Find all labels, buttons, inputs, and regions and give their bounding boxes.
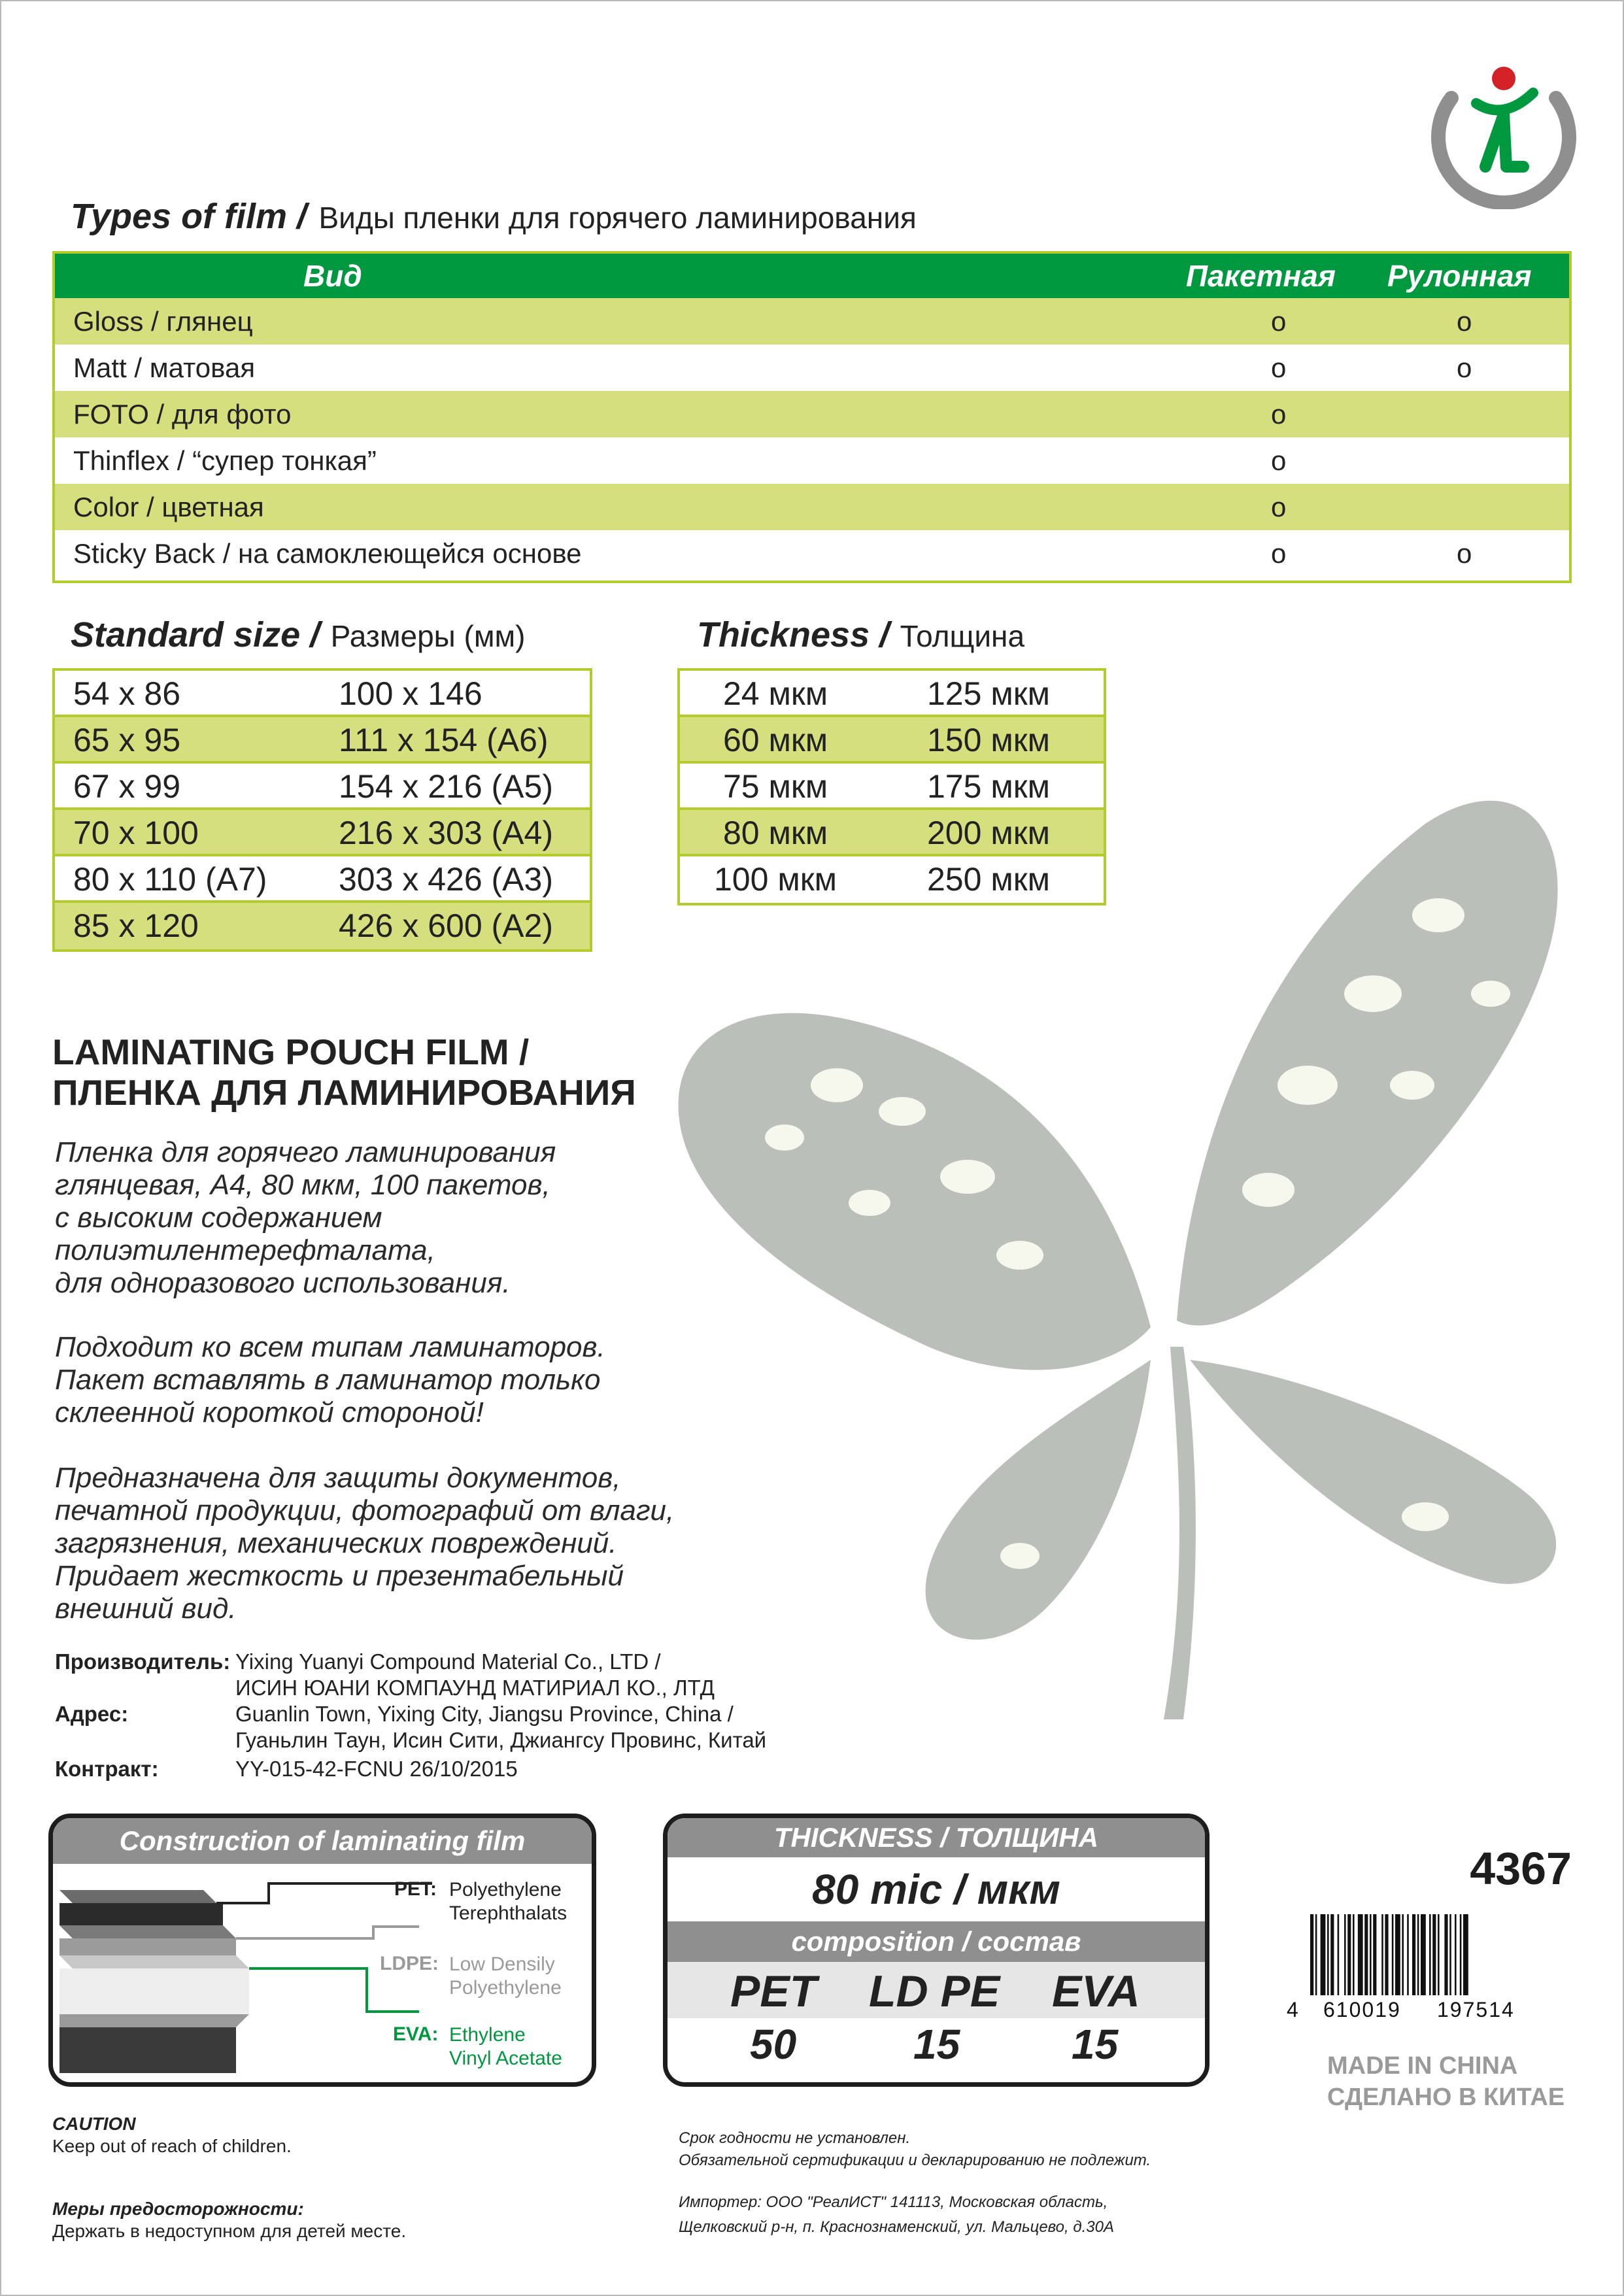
layer-code: EVA: — [393, 2023, 439, 2045]
material-value: 15 — [1072, 2021, 1119, 2068]
row-pack: o — [1271, 306, 1287, 337]
butterfly-watermark — [654, 785, 1602, 1765]
caution-text-en: Keep out of reach of children. — [52, 2136, 292, 2156]
desc-line: внешний вид. — [55, 1593, 237, 1625]
table-row — [55, 764, 590, 810]
description-para2 — [55, 1331, 605, 1429]
layer-desc — [449, 2023, 562, 2070]
barcode-bar — [1385, 1914, 1388, 1995]
spec-composition-title: composition / состав — [668, 1921, 1205, 1962]
row-roll: o — [1457, 352, 1472, 383]
layer-desc — [449, 1953, 562, 2000]
table-row — [55, 484, 1569, 530]
desc-line: печатной продукции, фотографий от влаги, — [55, 1494, 675, 1527]
thick-b: 125 мкм — [927, 675, 1050, 712]
product-title — [52, 1032, 636, 1113]
legal-block1 — [679, 2127, 1151, 2172]
ldpe-layer — [59, 1938, 236, 1955]
barcode-bar — [1429, 1914, 1431, 1995]
size-b: 426 x 600 (A2) — [339, 907, 553, 944]
barcode-bar — [1310, 1914, 1313, 1995]
legal-line: Срок годности не установлен. — [679, 2129, 911, 2147]
row-pack: o — [1271, 445, 1287, 476]
barcode-digit1: 4 — [1287, 1998, 1298, 2021]
eva-layer — [59, 1968, 249, 2014]
row-roll: o — [1457, 538, 1472, 569]
desc-line: глянцевая, А4, 80 мкм, 100 пакетов, — [55, 1169, 550, 1201]
spec-thickness-value: 80 mic / мкм — [812, 1866, 1060, 1913]
col-header-roll: Рулонная — [1387, 259, 1532, 293]
thick-a: 75 мкм — [723, 768, 828, 805]
sizes-heading — [71, 615, 525, 655]
barcode-bar — [1353, 1914, 1355, 1995]
barcode-bar — [1370, 1914, 1372, 1995]
construction-title: Construction of laminating film — [53, 1818, 592, 1864]
desc-line: Предназначена для защиты документов, — [55, 1462, 621, 1494]
layer-desc-line: Polyethylene — [449, 1977, 562, 1999]
table-row — [680, 671, 1104, 717]
barcode-bar — [1432, 1914, 1436, 1995]
table-row — [55, 671, 590, 717]
table-row — [55, 810, 590, 856]
origin-line1: MADE IN CHINA — [1327, 2052, 1518, 2080]
size-a: 67 x 99 — [73, 768, 181, 805]
size-a: 54 x 86 — [73, 675, 181, 712]
size-a: 85 x 120 — [73, 907, 199, 944]
barcode-bar — [1330, 1914, 1334, 1995]
spec-thickness-title: THICKNESS / ТОЛЩИНА — [668, 1818, 1205, 1857]
col-header-pack: Пакетная — [1186, 259, 1336, 293]
types-heading — [71, 196, 917, 237]
types-table — [52, 251, 1572, 583]
table-row — [55, 903, 590, 949]
barcode-bar — [1412, 1914, 1415, 1995]
desc-line: с высоким содержанием — [55, 1202, 382, 1234]
table-row — [680, 717, 1104, 764]
caution-en — [52, 2113, 292, 2157]
layer-desc-line: Vinyl Acetate — [449, 2048, 562, 2069]
desc-line: полиэтилентерефталата, — [55, 1234, 435, 1266]
article-number: 4367 — [1470, 1843, 1572, 1894]
label-maker: Производитель: — [55, 1649, 231, 1674]
values-row — [668, 2018, 1205, 2070]
size-a: 65 x 95 — [73, 722, 181, 758]
label-contract: Контракт: — [55, 1757, 159, 1781]
address-line2: Гуаньлин Таун, Исин Сити, Джиангсу Провинс, Китай — [235, 1728, 767, 1752]
barcode-bar — [1402, 1914, 1404, 1995]
types-title-bold: Types of film / — [71, 197, 307, 236]
label-address: Адрес: — [55, 1702, 129, 1726]
size-a: 70 x 100 — [73, 815, 199, 851]
thick-a: 60 мкм — [723, 722, 828, 758]
barcode-bar — [1321, 1914, 1326, 1995]
material-value: 15 — [913, 2021, 960, 2068]
thick-b: 250 мкм — [927, 861, 1050, 898]
row-name: Sticky Back / на самоклеющейся основе — [73, 538, 582, 569]
barcode-bar — [1463, 1914, 1468, 1995]
caution-ru — [52, 2198, 406, 2242]
barcode-bar — [1417, 1914, 1419, 1995]
size-b: 154 x 216 (A5) — [339, 768, 553, 805]
origin-line2: СДЕЛАНО В КИТАЕ — [1327, 2084, 1565, 2111]
size-b: 303 x 426 (A3) — [339, 861, 553, 898]
barcode-bar — [1381, 1914, 1383, 1995]
table-row — [680, 764, 1104, 810]
row-pack: o — [1271, 538, 1287, 569]
row-pack: o — [1271, 352, 1287, 383]
table-row — [55, 298, 1569, 345]
layer-desc-line: Low Densily — [449, 1953, 555, 1975]
layer-desc-line: Ethylene — [449, 2024, 526, 2046]
size-b: 111 x 154 (A6) — [339, 722, 549, 758]
table-row — [55, 345, 1569, 391]
material-name: PET — [730, 1967, 817, 2016]
barcode-digits3: 197514 — [1437, 1998, 1515, 2021]
layer-code: PET: — [394, 1878, 437, 1900]
barcode-bar — [1455, 1914, 1457, 1995]
caution-title-en: CAUTION — [52, 2114, 136, 2134]
thick-a: 80 мкм — [723, 815, 828, 851]
sizes-table — [52, 668, 592, 952]
barcode-bar — [1364, 1914, 1368, 1995]
types-title-rest: Виды пленки для горячего ламинирования — [318, 201, 917, 235]
barcode-bar — [1338, 1914, 1340, 1995]
barcode-bar — [1407, 1914, 1409, 1995]
thickness-title-bold: Thickness / — [697, 615, 890, 654]
barcode-bar — [1449, 1914, 1451, 1995]
thickness-table — [677, 668, 1106, 905]
sizes-title-bold: Standard size / — [71, 615, 320, 654]
brand-logo — [1425, 52, 1582, 209]
row-roll: o — [1457, 306, 1472, 337]
desc-line: загрязнения, механических повреждений. — [55, 1527, 617, 1559]
row-name: Color / цветная — [73, 492, 264, 522]
row-pack: o — [1271, 399, 1287, 430]
product-title-line1: LAMINATING POUCH FILM / — [52, 1032, 530, 1072]
spec-box — [663, 1814, 1210, 2087]
construction-box — [48, 1814, 596, 2087]
maker-line1: Yixing Yuanyi Compound Material Co., LTD / — [235, 1649, 661, 1674]
barcode-bar — [1347, 1914, 1351, 1995]
barcode-bar — [1421, 1914, 1426, 1995]
material-name: LD PE — [869, 1967, 1000, 2016]
description-para3 — [55, 1462, 674, 1625]
barcode-bar — [1460, 1914, 1462, 1995]
address-line1: Guanlin Town, Yixing City, Jiangsu Province, China / — [235, 1702, 734, 1726]
row-name: Thinflex / “супер тонкая” — [73, 445, 377, 476]
desc-line: Подходит ко всем типам ламинаторов. — [55, 1331, 605, 1363]
barcode-bar — [1344, 1914, 1346, 1995]
thick-a: 100 мкм — [714, 861, 837, 898]
desc-line: Пленка для горячего ламинирования — [55, 1136, 556, 1168]
table-row — [55, 530, 1569, 577]
description-para1 — [55, 1136, 556, 1300]
thick-b: 200 мкм — [927, 815, 1050, 851]
col-header-type: Вид — [303, 259, 362, 293]
desc-line: Придает жесткость и презентабельный — [55, 1560, 624, 1592]
table-row — [55, 717, 590, 764]
thick-a: 24 мкм — [723, 675, 828, 712]
table-row — [55, 437, 1569, 484]
layer-desc-line: Polyethylene — [449, 1879, 562, 1900]
layer-desc — [449, 1878, 567, 1925]
table-row — [680, 810, 1104, 856]
barcode-digits2: 610019 — [1323, 1998, 1401, 2021]
barcode — [1308, 1914, 1543, 2006]
row-pack: o — [1271, 492, 1287, 522]
sizes-title-rest: Размеры (мм) — [330, 619, 526, 653]
maker-line2: ИСИН ЮАНИ КОМПАУНД МАТИРИАЛ КО., ЛТД — [235, 1676, 715, 1700]
row-name: FOTO / для фото — [73, 399, 292, 430]
barcode-bar — [1395, 1914, 1400, 1995]
desc-line: склеенной короткой стороной! — [55, 1396, 484, 1428]
layer-desc-line: Terephthalats — [449, 1902, 567, 1924]
table-row — [55, 856, 590, 903]
barcode-bar — [1315, 1914, 1317, 1995]
thickness-heading — [697, 615, 1024, 655]
row-name: Gloss / глянец — [73, 306, 253, 337]
thick-b: 150 мкм — [927, 722, 1050, 758]
material-value: 50 — [750, 2021, 797, 2068]
size-a: 80 x 110 (A7) — [73, 861, 267, 898]
row-name: Matt / матовая — [73, 352, 256, 383]
product-title-line2: ПЛЕНКА ДЛЯ ЛАМИНИРОВАНИЯ — [52, 1072, 636, 1113]
table-row — [55, 391, 1569, 437]
materials-row — [668, 1962, 1205, 2018]
barcode-bar — [1358, 1914, 1363, 1995]
butterfly-wings — [678, 801, 1557, 1719]
legal-line: Обязательной сертификации и декларированию не подлежит. — [679, 2152, 1151, 2169]
size-b: 100 x 146 — [339, 675, 482, 712]
caution-title-ru: Меры предосторожности: — [52, 2199, 304, 2219]
material-name: EVA — [1052, 1967, 1140, 2016]
legal-line: Импортер: ООО "РеалИСТ" 141113, Московская область, — [679, 2193, 1108, 2211]
table-row — [680, 856, 1104, 903]
thick-b: 175 мкм — [927, 768, 1050, 805]
barcode-bar — [1327, 1914, 1329, 1995]
types-header-row — [55, 254, 1569, 298]
barcode-bar — [1392, 1914, 1394, 1995]
origin — [1327, 2050, 1565, 2113]
pet-layer — [59, 1903, 223, 1925]
barcode-bar — [1444, 1914, 1447, 1995]
legal-line: Щелковский р-н, п. Краснознаменский, ул. Мальцево, д.30А — [679, 2218, 1114, 2236]
barcode-bar — [1373, 1914, 1376, 1995]
size-b: 216 x 303 (A4) — [339, 815, 553, 851]
legal-block2 — [679, 2190, 1114, 2240]
caution-text-ru: Держать в недоступном для детей месте. — [52, 2221, 407, 2241]
desc-line: для одноразового использования. — [55, 1267, 511, 1299]
contract-value: YY-015-42-FCNU 26/10/2015 — [235, 1757, 518, 1781]
thickness-title-rest: Толщина — [900, 619, 1025, 653]
layer-code: LDPE: — [380, 1953, 439, 1974]
barcode-bar — [1438, 1914, 1440, 1995]
desc-line: Пакет вставлять в ламинатор только — [55, 1364, 601, 1396]
